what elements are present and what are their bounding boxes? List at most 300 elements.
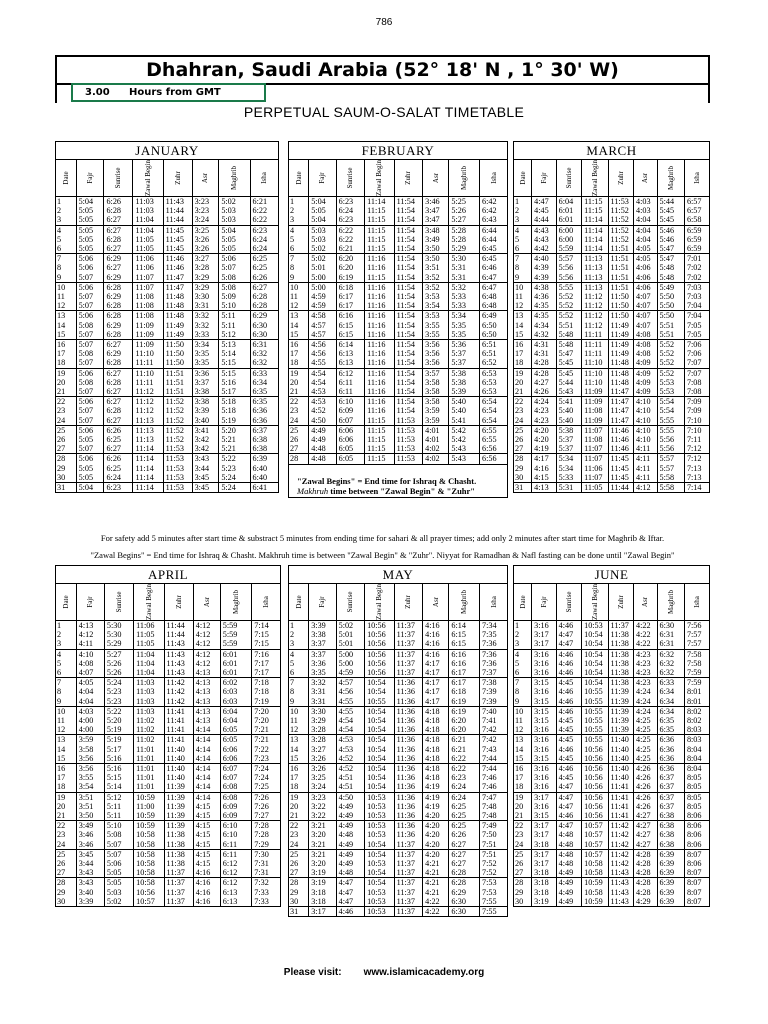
table-cell: 11:49	[608, 340, 633, 350]
table-cell: 3:31	[309, 697, 336, 707]
table-cell: 3:51	[76, 802, 104, 811]
table-cell: 4:14	[193, 725, 220, 735]
table-cell: 11:15	[365, 444, 395, 454]
column-header-label: Maghrib	[666, 165, 675, 191]
table-cell: 18	[56, 358, 76, 368]
table-cell: 4:48	[556, 859, 581, 868]
table-row	[289, 782, 507, 792]
table-cell: 5:55	[657, 416, 684, 426]
table-row	[514, 897, 709, 906]
table-cell: 5:08	[76, 349, 104, 358]
table-cell: 11:39	[608, 706, 633, 716]
table-cell: 11:02	[134, 716, 164, 725]
table-cell: 4:48	[336, 830, 364, 839]
column-header	[76, 160, 104, 197]
table-row	[289, 706, 507, 716]
table-cell: 29	[514, 888, 532, 897]
table-cell: 4:53	[309, 397, 336, 407]
table-cell: 4:23	[634, 659, 658, 668]
table-cell: 3	[56, 215, 76, 225]
table-cell: 4:24	[634, 697, 658, 707]
table-cell: 3:58	[76, 745, 104, 754]
table-cell: 11:39	[164, 802, 193, 811]
table-cell: 26	[289, 435, 309, 444]
table-cell: 23	[56, 406, 76, 415]
table-cell: 6:54	[482, 397, 497, 407]
table-cell: 5:03	[219, 215, 250, 225]
table-cell: 11:53	[394, 425, 422, 435]
table-cell: 4:17	[532, 454, 557, 464]
column-header	[192, 160, 219, 197]
table-cell: 4:12	[193, 621, 220, 631]
table-cell: 11:40	[608, 754, 633, 764]
table-row	[56, 292, 278, 301]
table-cell: 4:52	[336, 754, 364, 764]
table-cell: 4:11	[634, 444, 658, 454]
table-cell: 3:28	[309, 725, 336, 735]
table-cell: 7:07	[684, 358, 709, 368]
table-cell: 7:51	[480, 840, 507, 850]
table-cell: 4:26	[634, 773, 658, 782]
table-cell: 7:52	[482, 859, 497, 869]
table-cell: 5:28	[449, 225, 480, 235]
table-cell: 17	[514, 773, 532, 782]
table-cell: 22	[289, 821, 309, 831]
table-cell: 11:16	[365, 349, 395, 358]
table-cell: 11:37	[394, 849, 422, 859]
table-cell: 8:07	[684, 868, 709, 878]
table-cell: 3:59	[423, 406, 449, 415]
table-cell: 11:36	[394, 792, 422, 802]
table-cell: 4:18	[423, 754, 449, 764]
column-header-label: Isha	[489, 172, 498, 184]
table-cell: 11:49	[608, 349, 633, 358]
table-cell: 4:16	[532, 464, 557, 473]
table-cell: 6:45	[482, 254, 497, 264]
table-cell: 11:12	[133, 387, 163, 397]
table-cell: 6:06	[336, 425, 364, 435]
column-header-label: Date	[294, 171, 303, 185]
table-cell: 4:16	[193, 878, 220, 888]
table-cell: 7:52	[480, 868, 507, 878]
table-cell: 4:45	[556, 678, 581, 688]
timetable-subtitle: PERPETUAL SAUM-O-SALAT TIMETABLE	[243, 104, 525, 120]
table-cell: 6:40	[252, 463, 268, 473]
table-cell: 11:07	[133, 282, 163, 292]
table-cell: 3:30	[192, 292, 219, 301]
table-cell: 5:07	[104, 849, 133, 859]
table-cell: 14	[289, 321, 309, 330]
table-row	[56, 311, 278, 321]
table-cell: 22	[56, 397, 76, 407]
table-cell: 10:54	[365, 773, 395, 782]
table-row	[289, 425, 507, 435]
table-cell: 7:35	[482, 630, 497, 640]
table-cell: 11:45	[163, 244, 192, 254]
table-cell: 20	[56, 378, 76, 387]
table-cell: 7:20	[254, 716, 269, 726]
table-cell: 2	[289, 630, 309, 639]
table-row	[514, 697, 709, 707]
table-cell: 3:18	[309, 888, 336, 897]
table-cell: 4:14	[193, 754, 220, 764]
table-row	[289, 273, 507, 283]
table-cell: 10:59	[134, 821, 164, 831]
table-cell: 5:51	[657, 321, 684, 330]
table-row	[56, 235, 278, 244]
table-cell: 4:05	[634, 244, 658, 254]
table-cell: 11	[289, 716, 309, 725]
table-cell: 6:53	[482, 368, 497, 378]
table-cell: 11:16	[365, 301, 395, 311]
table-cell: 4	[514, 225, 532, 235]
table-cell: 4:23	[634, 678, 658, 688]
table-cell: 9	[289, 697, 309, 707]
table-cell: 1	[289, 621, 309, 631]
table-cell: 10:58	[582, 868, 608, 878]
table-cell: 5:52	[657, 340, 684, 350]
table-row	[514, 454, 709, 464]
table-cell: 4:49	[309, 425, 336, 435]
table-cell: 6:35	[657, 716, 684, 725]
table-row	[56, 878, 280, 888]
table-cell: 11:11	[582, 340, 608, 350]
table-row	[56, 773, 280, 782]
table-cell: 3:37	[192, 378, 219, 387]
table-cell: 3	[514, 639, 532, 649]
table-cell: 5:00	[309, 273, 336, 283]
table-cell: 7	[56, 254, 76, 264]
table-cell: 11:11	[582, 349, 608, 358]
table-cell: 6:11	[336, 378, 364, 387]
table-cell: 5:16	[104, 754, 133, 764]
table-cell: 7:24	[254, 773, 269, 783]
table-cell: 3:39	[309, 621, 336, 631]
table-row	[514, 754, 709, 764]
table-cell: 3:51	[423, 263, 449, 272]
column-header	[365, 160, 395, 197]
table-row	[514, 311, 709, 321]
table-cell: 6:06	[220, 745, 252, 754]
table-cell: 11:37	[164, 878, 193, 888]
table-cell: 11:43	[164, 639, 193, 649]
table-cell: 6:14	[336, 340, 364, 350]
table-cell: 11:42	[164, 697, 193, 707]
table-cell: 11:39	[164, 821, 193, 831]
table-cell: 4:26	[634, 782, 658, 792]
table-cell: 5:40	[556, 416, 581, 426]
column-header	[133, 160, 163, 197]
table-cell: 4:54	[336, 716, 364, 725]
table-cell: 8:06	[684, 840, 709, 850]
table-cell: 3:48	[423, 225, 449, 235]
table-cell: 11:15	[582, 197, 608, 207]
table-cell: 7:21	[254, 735, 269, 745]
table-cell: 6	[514, 668, 532, 678]
table-cell: 24	[56, 416, 76, 426]
table-cell: 11:53	[394, 454, 422, 464]
table-cell: 25	[514, 425, 532, 435]
table-cell: 4:49	[556, 868, 581, 878]
table-cell: 7	[56, 678, 76, 688]
table-cell: 17	[514, 349, 532, 358]
table-row	[56, 425, 278, 435]
table-cell: 5:11	[219, 321, 250, 330]
table-cell: 4:24	[532, 397, 557, 407]
table-cell: 4:47	[336, 897, 364, 907]
table-cell: 4:53	[309, 387, 336, 397]
table-cell: 6:35	[252, 397, 268, 407]
table-cell: 6:28	[104, 311, 133, 321]
table-cell: 11:45	[608, 473, 633, 483]
table-row	[514, 706, 709, 716]
table-row	[289, 840, 507, 850]
table-cell: 5:29	[449, 244, 480, 254]
table-cell: 6:09	[220, 811, 252, 821]
table-cell: 15	[56, 754, 76, 764]
table-cell: 4:06	[634, 263, 658, 272]
table-cell: 10:55	[365, 697, 395, 707]
table-cell: 7:48	[482, 801, 497, 811]
table-cell: 11:52	[608, 225, 633, 235]
table-cell: 4:10	[634, 397, 658, 407]
table-cell: 5:05	[104, 878, 133, 888]
table-cell: 18	[289, 782, 309, 792]
table-cell: 6:03	[220, 687, 252, 696]
table-cell: 11:40	[164, 773, 193, 782]
table-cell: 7:32	[254, 878, 269, 888]
table-cell: 20	[514, 802, 532, 811]
table-cell: 4:46	[336, 907, 364, 917]
table-cell: 11:38	[164, 859, 193, 868]
table-cell: 8:05	[686, 801, 702, 811]
table-cell: 5	[514, 659, 532, 668]
table-cell: 11:54	[394, 215, 422, 225]
table-cell: 6:39	[657, 878, 684, 888]
table-cell: 11:36	[394, 706, 422, 716]
table-cell: 6:06	[220, 754, 252, 764]
table-cell: 5:31	[449, 273, 480, 283]
table-cell: 5:22	[104, 706, 133, 716]
table-cell: 3:16	[532, 764, 557, 774]
table-cell: 3:17	[532, 859, 557, 868]
table-cell: 4:47	[336, 888, 364, 897]
table-cell: 6:38	[657, 821, 684, 831]
table-cell: 8:01	[686, 687, 702, 697]
gmt-offset-value: 3.00	[85, 87, 110, 98]
table-cell: 6:16	[449, 659, 480, 668]
table-cell: 5:06	[76, 282, 104, 292]
table-cell: 6:48	[480, 301, 507, 311]
table-cell: 3:56	[76, 764, 104, 774]
table-cell: 5:09	[219, 292, 250, 301]
table-cell: 11:53	[394, 444, 422, 454]
table-cell: 18	[56, 782, 76, 792]
table-cell: 10:54	[582, 639, 608, 649]
table-cell: 12	[56, 301, 76, 311]
table-cell: 11:47	[608, 397, 633, 407]
table-cell: 6:23	[252, 225, 268, 235]
table-cell: 4:19	[423, 802, 449, 811]
table-cell: 10:58	[134, 859, 164, 868]
table-cell: 5:03	[219, 206, 250, 215]
table-cell: 6:52	[480, 358, 507, 368]
column-header-label: Date	[518, 171, 527, 185]
table-cell: 11:08	[582, 435, 608, 444]
table-cell: 14	[289, 745, 309, 754]
table-cell: 6:28	[104, 358, 133, 368]
table-cell: 6:07	[336, 416, 364, 426]
table-cell: 4:03	[634, 206, 658, 215]
table-cell: 11:16	[365, 263, 395, 272]
table-cell: 4:13	[193, 697, 220, 707]
table-cell: 4:45	[556, 735, 581, 745]
table-row	[289, 878, 507, 888]
table-cell: 4:16	[423, 621, 449, 631]
table-cell: 11:16	[365, 340, 395, 350]
column-header-label: Isha	[692, 172, 701, 184]
table-cell: 11:37	[394, 668, 422, 678]
table-cell: 10:54	[365, 716, 395, 725]
table-cell: 7:42	[480, 725, 507, 735]
table-cell: 19	[56, 368, 76, 378]
table-row	[289, 435, 507, 444]
table-cell: 11:16	[365, 378, 395, 387]
table-row	[514, 282, 709, 292]
table-cell: 28	[289, 878, 309, 888]
table-cell: 4:16	[423, 630, 449, 639]
table-cell: 11:47	[163, 273, 192, 283]
table-cell: 4:55	[336, 706, 364, 716]
table-cell: 4:23	[634, 668, 658, 678]
column-header	[634, 584, 658, 621]
column-header	[289, 584, 309, 621]
table-cell: 5:50	[657, 301, 684, 311]
table-cell: 11:01	[134, 782, 164, 792]
table-cell: 3:45	[192, 483, 219, 493]
table-cell: 11:13	[133, 416, 163, 426]
table-row	[514, 273, 709, 283]
column-header-label: Isha	[260, 172, 269, 184]
table-cell: 3:45	[76, 849, 104, 859]
table-cell: 3:28	[192, 263, 219, 272]
table-cell: 6:11	[220, 840, 252, 850]
table-cell: 11:16	[365, 311, 395, 321]
table-cell: 6:25	[252, 263, 268, 273]
table-cell: 4:39	[532, 273, 557, 283]
table-cell: 11:37	[608, 621, 633, 631]
table-cell: 3:20	[309, 830, 336, 839]
table-cell: 5:56	[556, 273, 581, 283]
table-cell: 4:08	[76, 659, 104, 668]
table-cell: 5:34	[556, 464, 581, 473]
table-cell: 11:04	[134, 649, 164, 659]
table-cell: 3:40	[76, 888, 104, 897]
table-cell: 5:52	[556, 301, 581, 311]
column-header	[104, 160, 133, 197]
table-cell: 10:54	[582, 668, 608, 678]
table-cell: 10:54	[365, 745, 395, 754]
table-cell: 11:41	[608, 782, 633, 792]
table-cell: 3:43	[76, 868, 104, 878]
table-cell: 4:29	[634, 897, 658, 906]
table-cell: 4:15	[193, 849, 220, 859]
table-cell: 11:01	[134, 764, 164, 774]
footer-url[interactable]: www.islamicacademy.org	[363, 967, 485, 978]
table-cell: 11:52	[163, 425, 192, 435]
column-header	[104, 584, 133, 621]
table-cell: 4:49	[336, 859, 364, 868]
table-cell: 11:42	[608, 849, 633, 859]
table-cell: 5:01	[336, 639, 364, 649]
table-cell: 6:13	[336, 358, 364, 368]
table-cell: 22	[514, 397, 532, 407]
table-row	[289, 830, 507, 839]
table-cell: 10:59	[134, 792, 164, 802]
table-cell: 10:55	[582, 706, 608, 716]
table-cell: 11:16	[365, 368, 395, 378]
table-cell: 4:21	[423, 868, 449, 878]
table-row	[514, 792, 709, 802]
table-cell: 4:01	[423, 435, 449, 444]
table-cell: 5:19	[104, 735, 133, 745]
column-header-label: Maghrib	[232, 589, 241, 615]
table-cell: 6:34	[657, 706, 684, 716]
table-cell: 23	[289, 830, 309, 839]
table-cell: 5:22	[219, 454, 250, 464]
table-cell: 4:46	[556, 649, 581, 659]
table-cell: 4:49	[336, 811, 364, 821]
table-cell: 10:57	[582, 821, 608, 831]
table-cell: 4:11	[634, 464, 658, 473]
table-cell: 6:24	[449, 782, 480, 792]
table-cell: 6:17	[449, 678, 480, 688]
table-cell: 11:44	[608, 483, 633, 493]
table-cell: 6:29	[104, 292, 133, 301]
table-cell: 11:11	[582, 330, 608, 340]
table-cell: 3:29	[309, 716, 336, 725]
table-cell: 16	[514, 340, 532, 350]
table-cell: 3:35	[309, 668, 336, 678]
column-header-label: Sunrise	[115, 591, 124, 613]
table-cell: 5:18	[219, 406, 250, 415]
table-row	[289, 849, 507, 859]
table-row	[514, 687, 709, 696]
table-cell: 4:46	[556, 687, 581, 696]
table-cell: 6:05	[220, 735, 252, 745]
table-row	[56, 378, 278, 387]
table-cell: 11:54	[394, 282, 422, 292]
table-cell: 3:44	[192, 464, 219, 473]
table-cell: 3:58	[423, 378, 449, 387]
table-cell: 11:12	[582, 292, 608, 301]
table-row	[514, 406, 709, 415]
table-cell: 29	[514, 464, 532, 473]
table-cell: 6:09	[220, 802, 252, 811]
table-cell: 14	[56, 745, 76, 754]
table-cell: 5:39	[449, 387, 480, 397]
table-cell: 5:11	[104, 811, 133, 821]
table-cell: 6:37	[657, 773, 684, 782]
table-cell: 7:36	[480, 639, 507, 649]
table-cell: 4:25	[634, 735, 658, 745]
table-cell: 31	[289, 907, 309, 917]
table-cell: 6:58	[684, 215, 709, 225]
table-cell: 11:16	[365, 282, 395, 292]
table-cell: 6:19	[336, 273, 364, 283]
table-cell: 6:43	[480, 215, 507, 225]
column-header-label: Zawal Begin	[144, 584, 153, 620]
